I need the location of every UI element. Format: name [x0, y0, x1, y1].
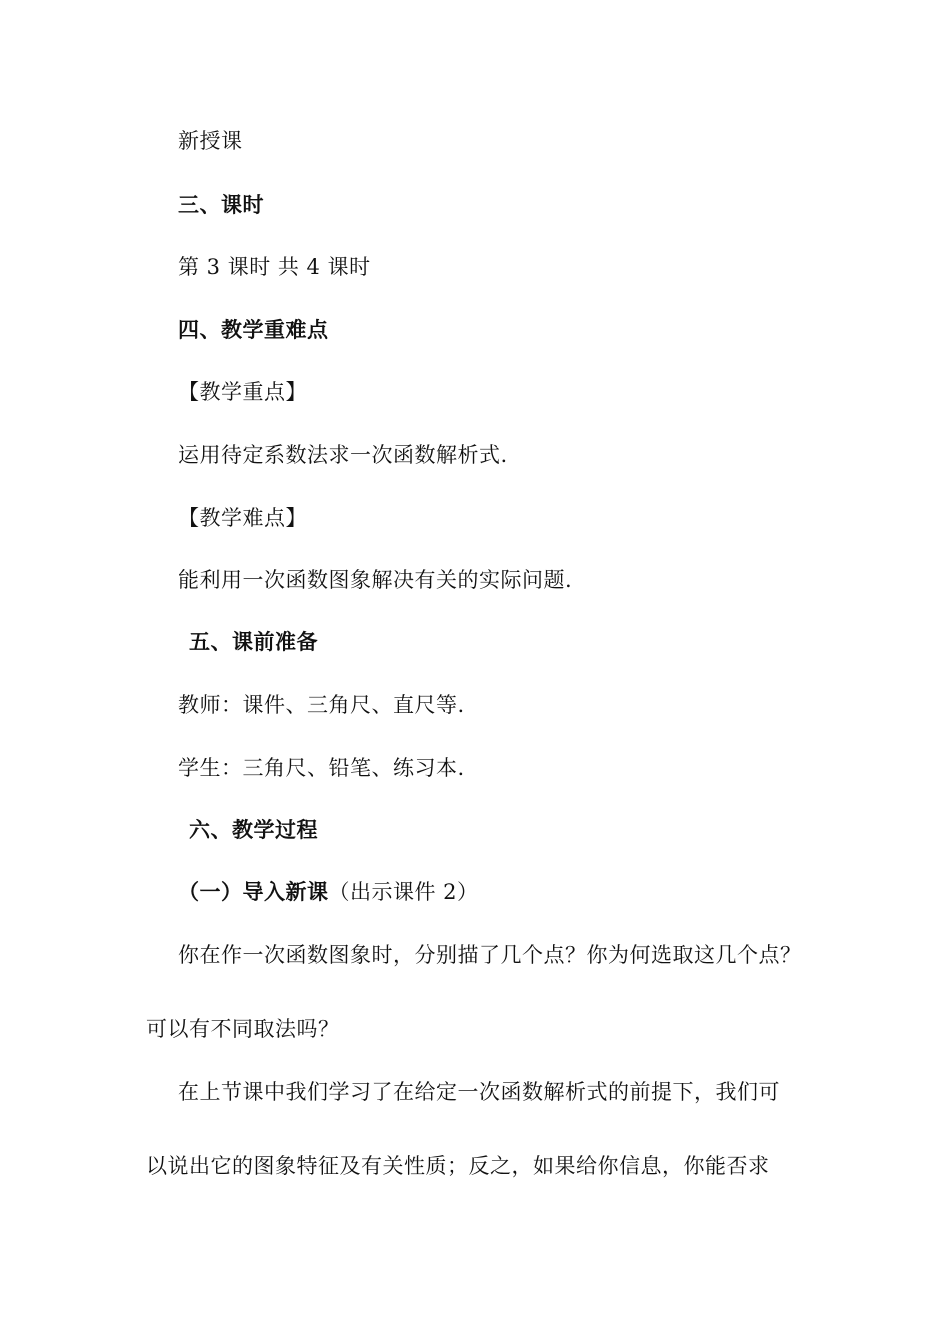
paragraph1-line1: 你在作一次函数图象时，分别描了几个点？你为何选取这几个点？: [178, 943, 802, 967]
class-hours-text: 第 3 课时 共 4 课时: [178, 255, 371, 279]
subsection-intro-heading: （一）导入新课: [178, 880, 329, 904]
student-preparation-text: 学生：三角尺、铅笔、练习本.: [178, 756, 465, 780]
lesson-type-text: 新授课: [178, 129, 243, 153]
difficult-point-label: 【教学难点】: [178, 506, 307, 530]
section-heading-teaching-process: 六、教学过程: [189, 818, 318, 842]
subsection-intro-note: （出示课件 2）: [328, 880, 479, 904]
key-point-text: 运用待定系数法求一次函数解析式.: [178, 443, 508, 467]
section-heading-class-hours: 三、课时: [178, 193, 264, 217]
key-point-label: 【教学重点】: [178, 380, 307, 404]
paragraph2-line1: 在上节课中我们学习了在给定一次函数解析式的前提下，我们可: [178, 1080, 780, 1104]
paragraph1-line2: 可以有不同取法吗？: [146, 1017, 340, 1041]
subsection-intro: [178, 877, 479, 907]
section-heading-key-difficult-points: 四、教学重难点: [178, 318, 329, 342]
section-heading-preparation: 五、课前准备: [189, 630, 318, 654]
teacher-preparation-text: 教师：课件、三角尺、直尺等.: [178, 693, 465, 717]
paragraph2-line2: 以说出它的图象特征及有关性质；反之，如果给你信息，你能否求: [146, 1154, 770, 1178]
difficult-point-text: 能利用一次函数图象解决有关的实际问题.: [178, 568, 573, 592]
